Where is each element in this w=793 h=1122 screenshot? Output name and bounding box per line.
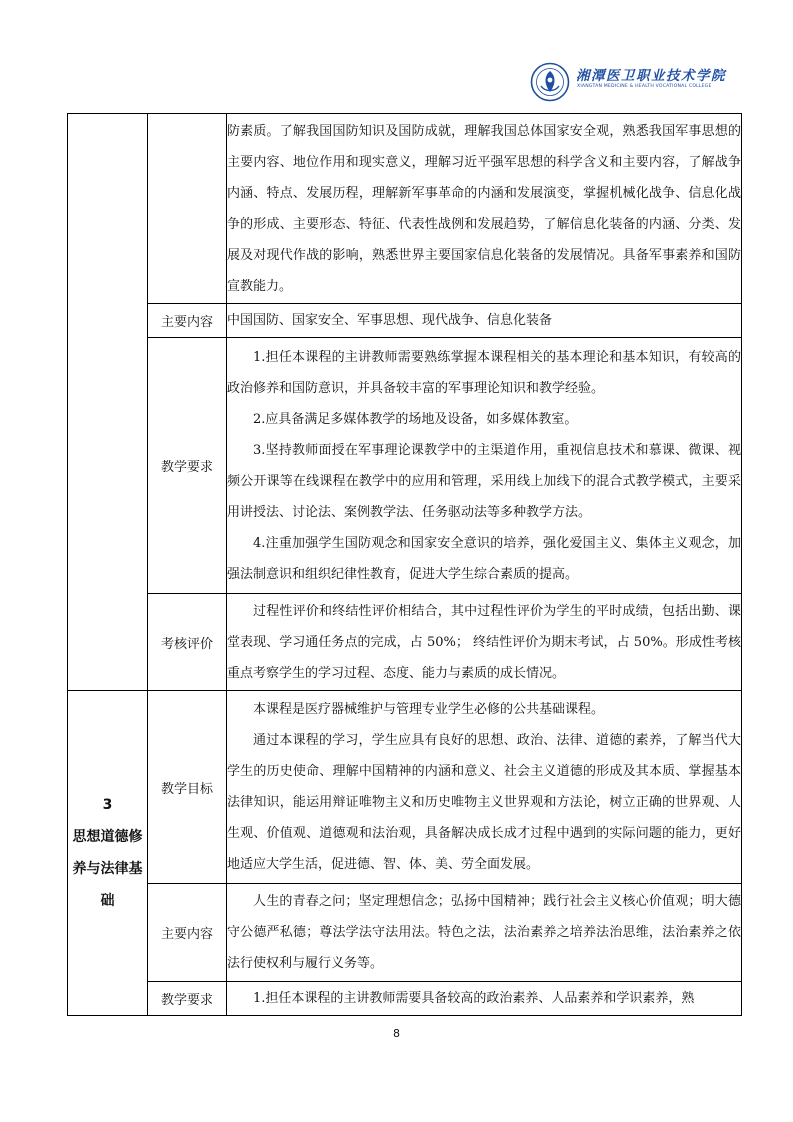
- course-name-line: 础: [100, 893, 115, 909]
- content-text: 中国国防、国家安全、军事思想、现代战争、信息化装备: [227, 313, 553, 328]
- table-row: [68, 884, 742, 982]
- evaluation-label: 考核评价: [148, 594, 227, 691]
- school-emblem-icon: [530, 62, 570, 102]
- course-table: [67, 113, 742, 1016]
- objective-cell: [227, 114, 742, 304]
- school-name-cn: 湘潭医卫职业技术学院: [576, 68, 726, 84]
- requirements-cell: [227, 338, 742, 594]
- evaluation-text: 过程性评价和终结性评价相结合，其中过程性评价为学生的平时成绩，包括出勤、课堂表现、学习通任务点的完成，占 50%； 终结性评价为期末考试，占 50%。形成性考核重点考察学生的学习过程、态度、能力与素质的成长情况。: [227, 603, 741, 681]
- table-row: [68, 114, 742, 304]
- objective-cell: [227, 691, 742, 884]
- school-logo: [530, 62, 740, 104]
- course-cell-empty: [68, 114, 148, 691]
- requirement-item: 4.注重加强学生国防观念和国家安全意识的培养，强化爱国主义、集体主义观念，加强法制意识和组织纪律性教育，促进大学生综合素质的提高。: [227, 535, 741, 582]
- table-row: [68, 338, 742, 594]
- objective-text: 防素质。了解我国国防知识及国防成就，理解我国总体国家安全观，熟悉我国军事思想的主要内容、地位作用和现实意义，理解习近平强军思想的科学含义和主要内容，了解战争内涵、特点、发展历程，理解新军事革命的内涵和发展演变，掌握机械化战争、信息化战争的形成、主要形态、特征、代表性战例和发展趋势，了解信息化装备的内涵、分类、发展及对现代作战的影响，熟悉世界主要国家信息化装备的发展情况。具备军事素养和国防宣教能力。: [227, 123, 741, 294]
- page-number: 8: [393, 1027, 400, 1040]
- content-label: 主要内容: [148, 304, 227, 338]
- objective-paragraph: 本课程是医疗器械维护与管理专业学生必修的公共基础课程。: [253, 702, 605, 717]
- table-row: [68, 304, 742, 338]
- requirement-item: 1.担任本课程的主讲教师需要熟练掌握本课程相关的基本理论和基本知识，有较高的政治修养和国防意识，并具备较丰富的军事理论知识和教学经验。: [227, 349, 741, 396]
- label-cell-empty: [148, 114, 227, 304]
- table-row: [68, 982, 742, 1016]
- requirements-label: 教学要求: [148, 982, 227, 1016]
- table-row: [68, 594, 742, 691]
- content-label: 主要内容: [148, 884, 227, 982]
- course-name-line: 思想道德修: [72, 829, 143, 845]
- content-text: 人生的青春之问；坚定理想信念；弘扬中国精神；践行社会主义核心价值观；明大德守公德严私德；尊法学法守法用法。特色之法，法治素养之培养法治思维，法治素养之依法行使权利与履行义务等。: [227, 894, 741, 971]
- course-3-cell: [68, 691, 148, 1016]
- content-cell: [227, 884, 742, 982]
- evaluation-cell: [227, 594, 742, 691]
- requirement-item: 3.坚持教师面授在军事理论课教学中的主渠道作用，重视信息技术和慕课、微课、视频公开课等在线课程在教学中的应用和管理，采用线上加线下的混合式教学模式，主要采用讲授法、讨论法、案例教学法、任务驱动法等多种教学方法。: [227, 442, 741, 520]
- table-row: [68, 691, 742, 884]
- course-number: 3: [102, 797, 113, 813]
- course-name-line: 养与法律基: [72, 861, 143, 877]
- school-name-en: XIANGTAN MEDICINE & HEALTH VOCATIONAL COLLEGE: [577, 84, 712, 89]
- requirement-item: 2.应具备满足多媒体教学的场地及设备，如多媒体教室。: [253, 411, 578, 427]
- requirement-item: 1.担任本课程的主讲教师需要具备较高的政治素养、人品素养和学识素养，熟: [253, 991, 695, 1006]
- objective-label: 教学目标: [148, 691, 227, 884]
- objective-paragraph: 通过本课程的学习，学生应具有良好的思想、政治、法律、道德的素养，了解当代大学生的历史使命、理解中国精神的内涵和意义、社会主义道德的形成及其本质、掌握基本法律知识，能运用辩证唯物主义和历史唯物主义世界观和方法论，树立正确的世界观、人生观、价值观、道德观和法治观，具备解决成长成才过程中遇到的实际问题的能力，更好地适应大学生活，促进德、智、体、美、劳全面发展。: [227, 733, 741, 872]
- requirements-label: 教学要求: [148, 338, 227, 594]
- requirements-cell: [227, 982, 742, 1016]
- content-cell: [227, 304, 742, 338]
